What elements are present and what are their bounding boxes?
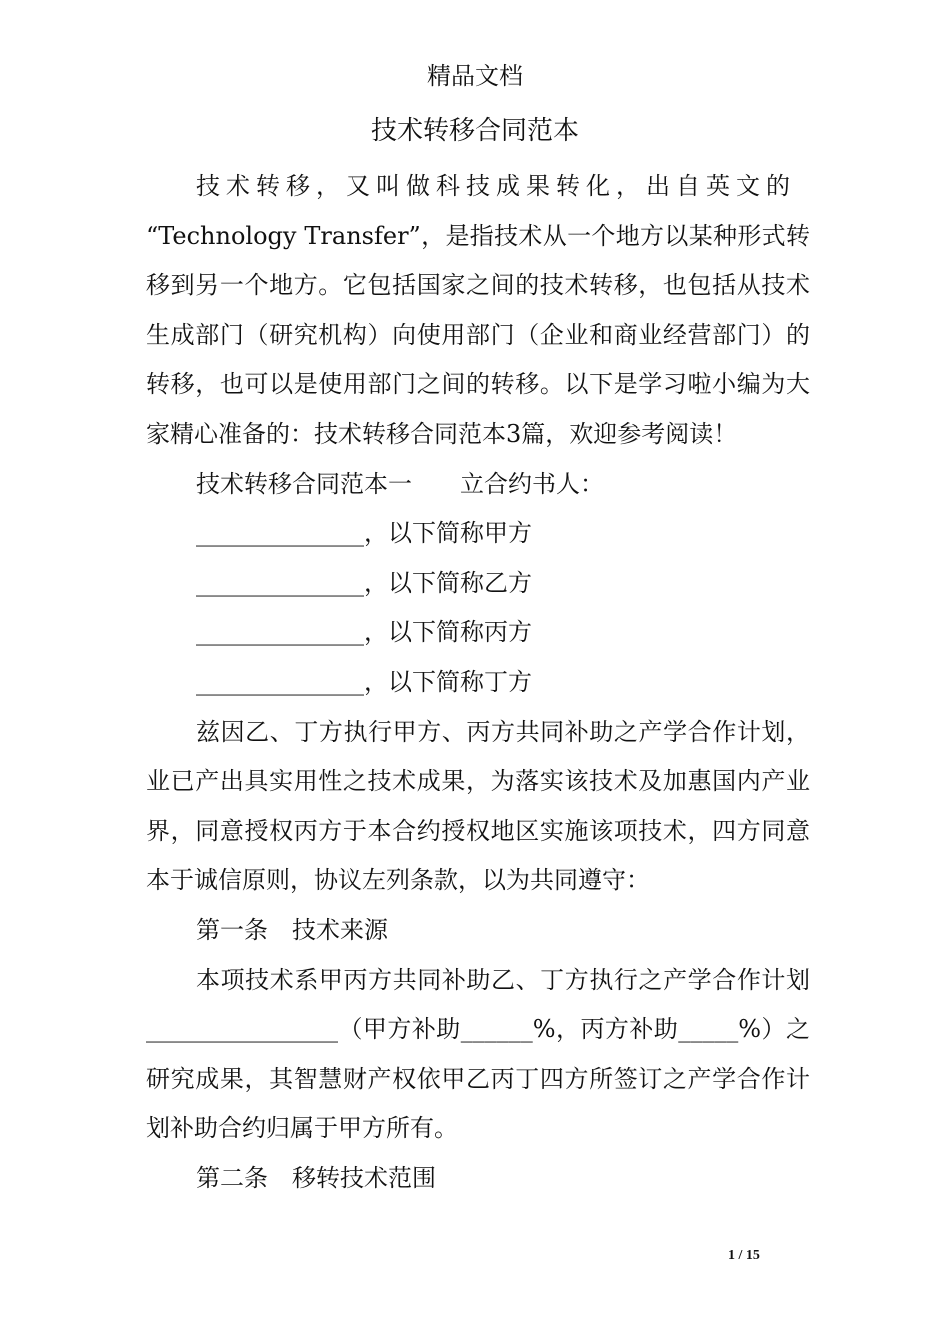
- section-heading: 技术转移合同范本一 立合约书人：: [196, 469, 604, 498]
- document-body: [146, 162, 810, 1203]
- signatory-line-a: ______________，以下简称甲方: [196, 519, 532, 548]
- intro-paragraph: “Technology Transfer”，是指技术从一个地方以某种形式转移到另一个地方。它包括国家之间的技术转移，也包括从技术生成部门（研究机构）向使用部门（企业和商业经营部门）的转移，也可以是使用部门之间的转移。以下是学习啦小编为大家精心准备的：技术转移合同范本3篇，欢迎参考阅读！: [146, 221, 810, 448]
- signatory-line-d: ______________，以下简称丁方: [196, 667, 532, 696]
- article-1-heading: 第一条 技术来源: [196, 915, 388, 944]
- article-1-text: 本项技术系甲丙方共同补助乙、丁方执行之产学合作计划________________（甲方补助______%，丙方补助_____%）之研究成果，其智慧财产权依甲乙丙丁四方所签订之产学合作计划补助合约归属于甲方所有。: [146, 965, 810, 1143]
- signatory-line-b: ______________，以下简称乙方: [196, 568, 532, 597]
- preamble-paragraph: 兹因乙、丁方执行甲方、丙方共同补助之产学合作计划，业已产出具实用性之技术成果，为落实该技术及加惠国内产业界，同意授权丙方于本合约授权地区实施该项技术，四方同意本于诚信原则，协议左列条款，以为共同遵守：: [146, 717, 810, 895]
- page-number: 1 / 15: [728, 1248, 760, 1263]
- page-header: 精品文档: [427, 62, 523, 90]
- signatory-line-c: ______________，以下简称丙方: [196, 618, 532, 647]
- intro-paragraph-first-line: 技术转移，又叫做科技成果转化，出自英文的: [196, 172, 796, 200]
- article-2-heading: 第二条 移转技术范围: [196, 1163, 436, 1192]
- document-title: 技术转移合同范本: [370, 116, 579, 146]
